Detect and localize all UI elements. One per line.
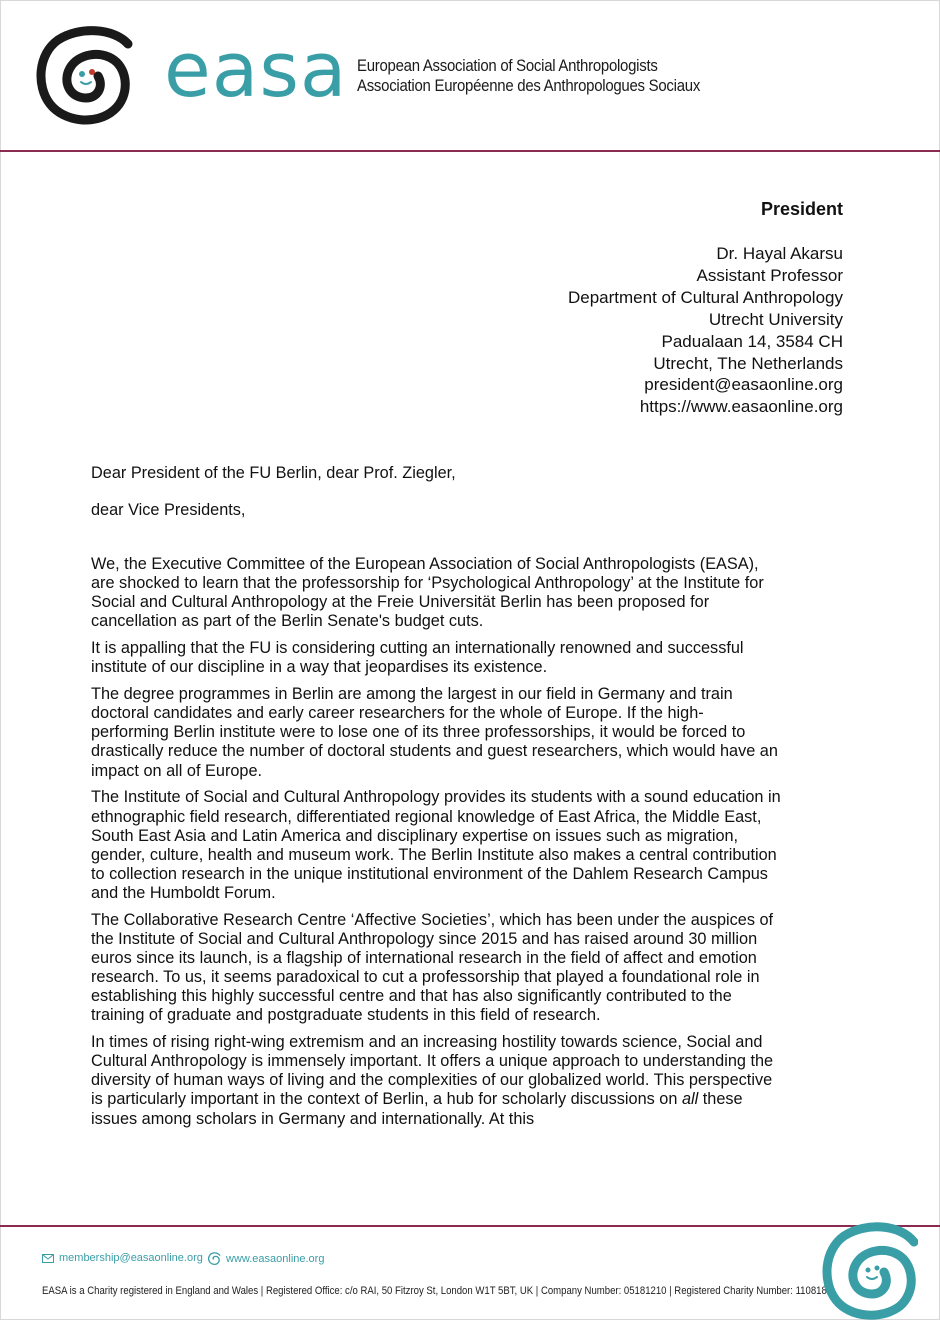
footer-email[interactable] xyxy=(42,1252,203,1264)
sender-title: Assistant Professor xyxy=(696,265,843,285)
sender-university: Utrecht University xyxy=(708,309,843,329)
sender-city: Utrecht, The Netherlands xyxy=(653,353,843,373)
footer-website-text[interactable]: www.easaonline.org xyxy=(226,1252,325,1265)
paragraph-6-start: In times of rising right-wing extremism and an increasing hostility towards science, Social and Cultural Anthropology is immensely important. It offers a unique approach to understanding the diversity of human ways of living and the complexities of our globalized world. This perspective is particularly important in the context of Berlin, a hub for scholarly discussions on xyxy=(91,1033,774,1109)
letter-body xyxy=(91,555,781,1136)
paragraph-5: The Collaborative Research Centre ‘Affective Societies’, which has been under the auspices of the Institute of Social and Cultural Anthropology since 2015 and has raised around 30 million euros since its launch, is a flagship of international research in the field of affect and emotion research. To us, it seems paradoxical to cut a professorship that played a foundational role in establishing this highly successful centre and that has also significantly contributed to the training of graduate and postgraduate students in this field of research. xyxy=(91,910,774,1025)
footer-website[interactable] xyxy=(208,1252,324,1265)
spiral-icon xyxy=(208,1252,221,1265)
footer-legal-text: EASA is a Charity registered in England and Wales | Registered Office: c/o RAI, 50 Fitzroy St, London W1T 5BT, UK | Company Number: 05181210 | Registered Charity Number: 1108186 xyxy=(42,1285,833,1297)
envelope-icon xyxy=(42,1254,54,1263)
salutation-secondary: dear Vice Presidents, xyxy=(91,501,246,519)
logo-wordmark: easa xyxy=(164,25,348,114)
sender-email[interactable]: president@easaonline.org xyxy=(644,375,843,395)
sender-role: President xyxy=(760,199,843,219)
paragraph-1: We, the Executive Committee of the European Association of Social Anthropologists (EASA), are shocked to learn that the professorship for ‘Psychological Anthropology’ at the Institute for Social and Cultural Anthropology at the Freie Universität Berlin has been proposed for cancellation as part of the Berlin Senate's budget cuts. xyxy=(91,555,764,631)
salutation-primary: Dear President of the FU Berlin, dear Prof. Ziegler, xyxy=(91,464,456,482)
spiral-face-icon xyxy=(34,26,134,126)
paragraph-6 xyxy=(91,1033,781,1128)
spiral-face-icon xyxy=(818,1220,918,1320)
header-divider xyxy=(0,150,940,152)
org-name-english: European Association of Social Anthropologists xyxy=(357,56,658,75)
footer-divider xyxy=(0,1225,940,1227)
sender-name: Dr. Hayal Akarsu xyxy=(716,244,843,263)
paragraph-6-emphasis: all xyxy=(681,1090,699,1109)
sender-department: Department of Cultural Anthropology xyxy=(568,287,843,307)
paragraph-4: The Institute of Social and Cultural Anthropology provides its students with a sound education in ethnographic field research, differentiated regional knowledge of East Africa, the Middle East, South East Asia and Latin America and disciplinary expertise on issues such as migration, gender, culture, health and museum work. The Berlin Institute also makes a central contribution to collection research in the unique institutional environment of the Dahlem Research Campus and the Humboldt Forum. xyxy=(91,788,781,902)
sender-website[interactable]: https://www.easaonline.org xyxy=(639,397,843,417)
org-name-french: Association Européenne des Anthropologues Sociaux xyxy=(357,76,701,95)
organization-names xyxy=(357,56,747,96)
paragraph-6-end: these issues among scholars in Germany and internationally. At this xyxy=(91,1090,743,1128)
sender-street: Padualaan 14, 3584 CH xyxy=(661,331,843,351)
sender-address xyxy=(568,243,843,418)
paragraph-3: The degree programmes in Berlin are among the largest in our field in Germany and train doctoral candidates and early career researchers for the whole of Europe. If the high-performing Berlin institute were to lose one of its three professorships, it would be forced to drastically reduce the number of doctoral students and guest researchers, which would have an impact on all of Europe. xyxy=(91,685,778,780)
paragraph-2: It is appalling that the FU is considering cutting an internationally renowned and successful institute of our discipline in a way that jeopardises its existence. xyxy=(91,639,744,677)
footer-email-text[interactable]: membership@easaonline.org xyxy=(59,1252,203,1264)
